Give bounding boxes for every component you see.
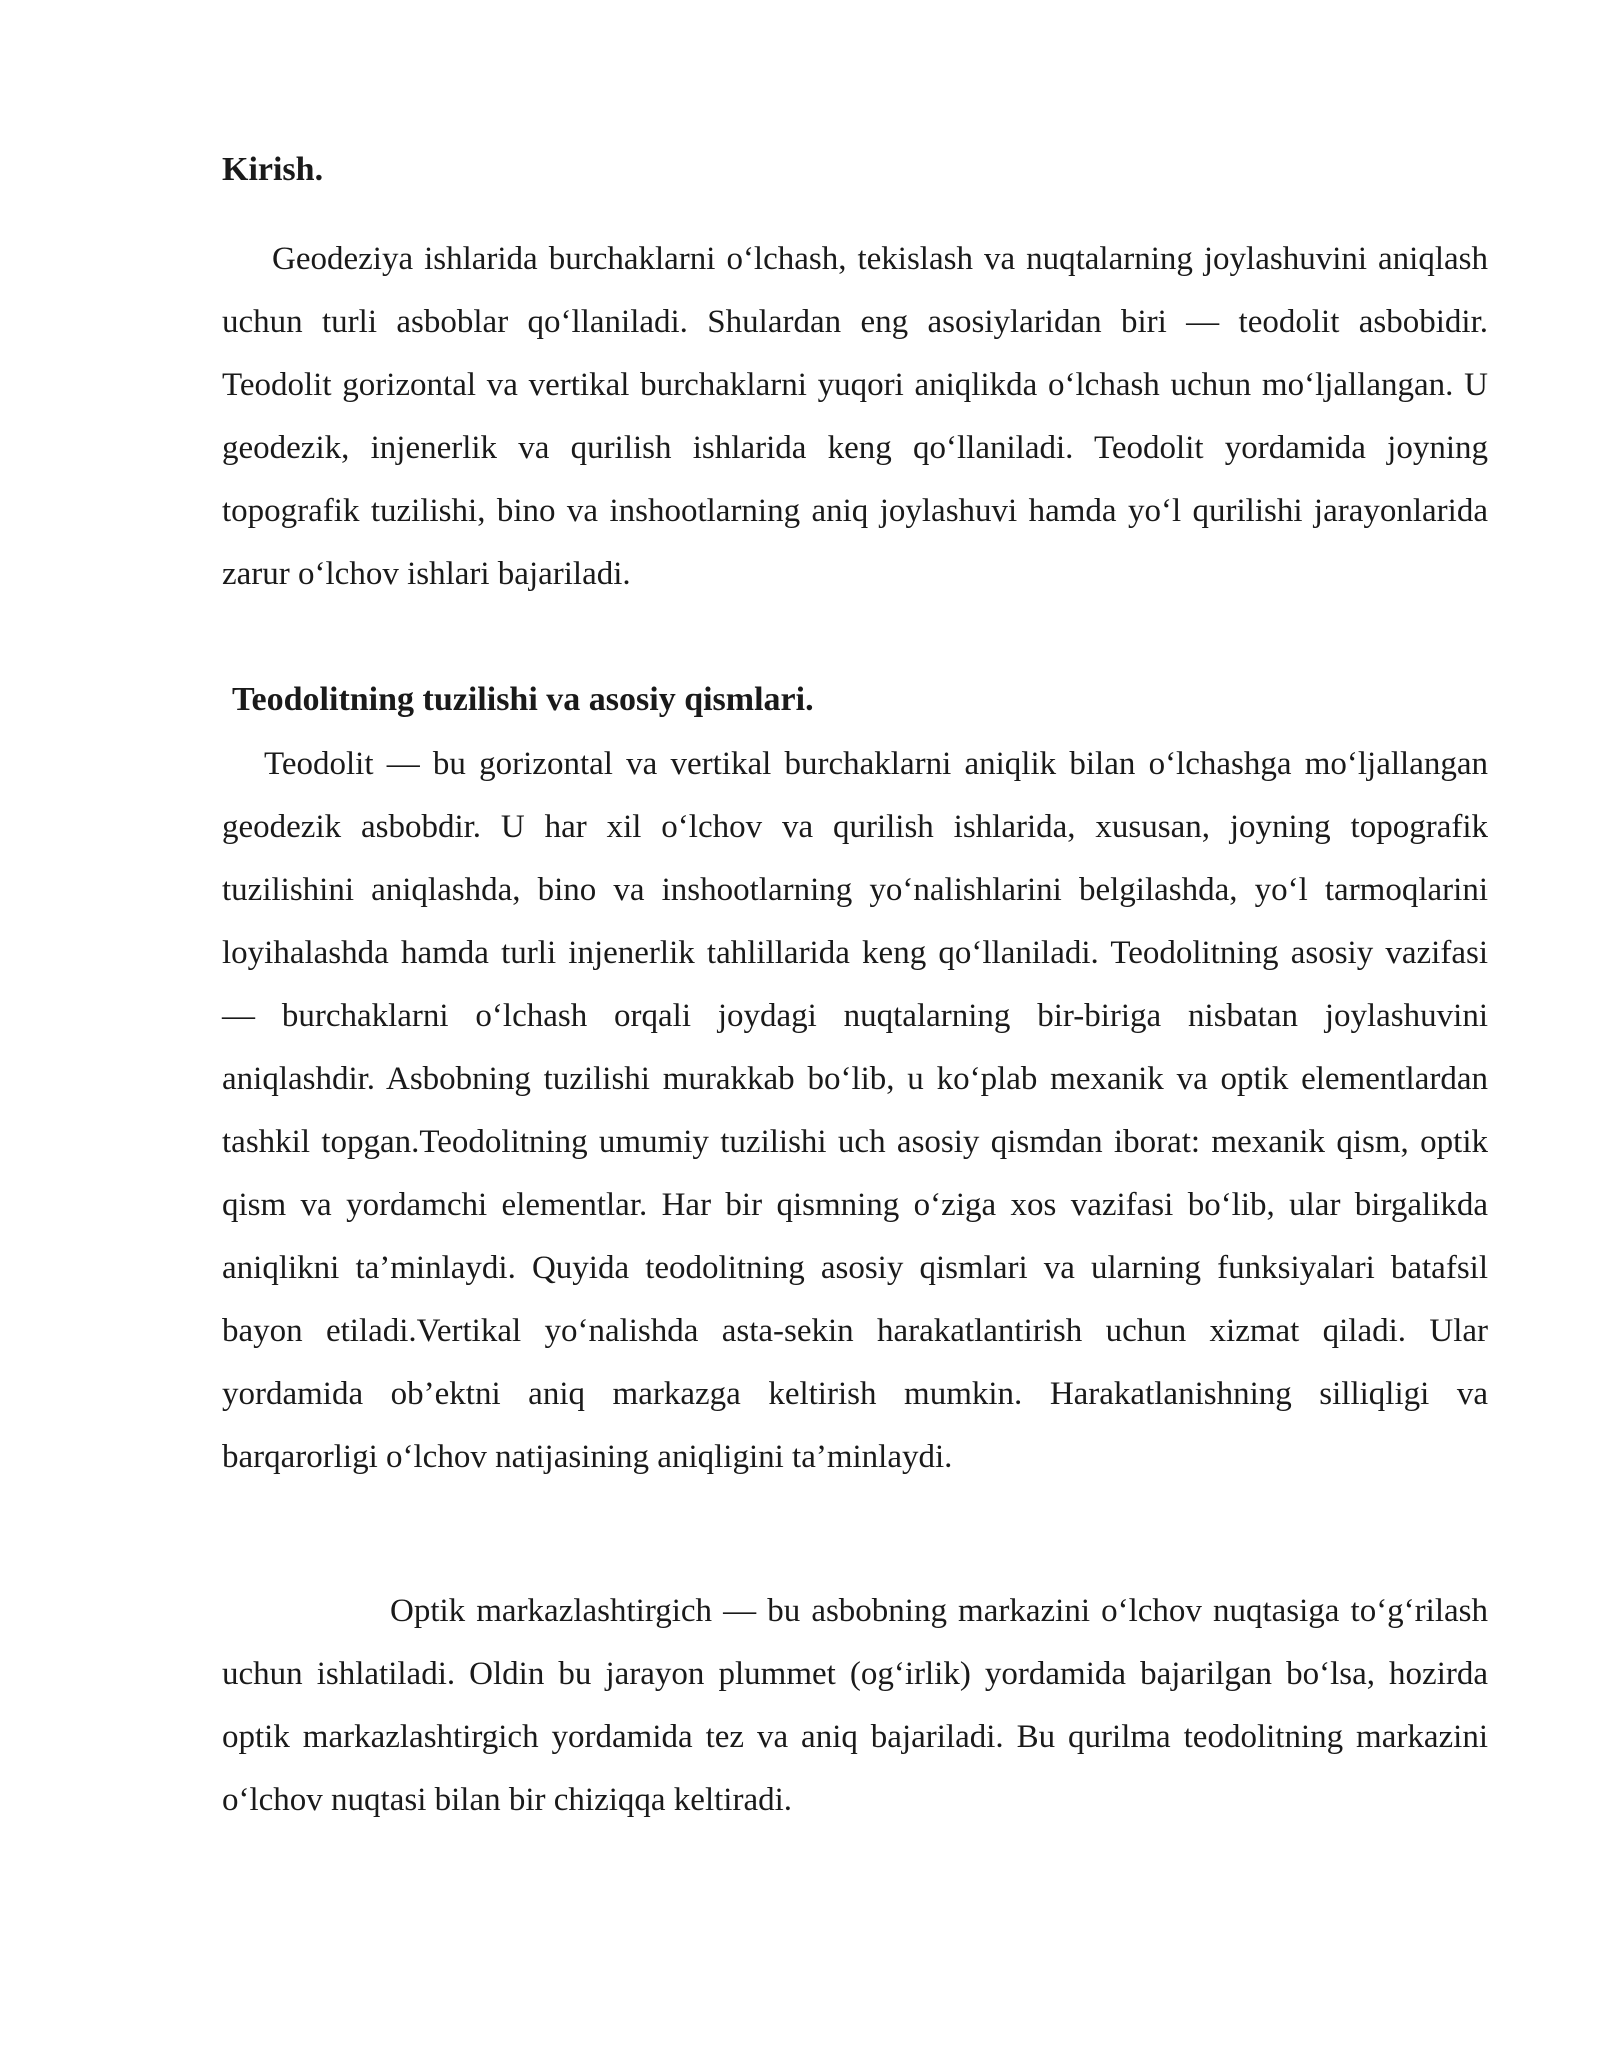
section-heading-structure: Teodolitning tuzilishi va asosiy qismlari. bbox=[232, 681, 814, 718]
intro-paragraph: Geodeziya ishlarida burchaklarni o‘lchash, tekislash va nuqtalarning joylashuvini aniqlash uchun turli asboblar qo‘llaniladi. Shulardan eng asosiylaridan biri — teodolit asbobidir. Teodolit gorizontal va vertikal burchaklarni yuqori aniqlikda o‘lchash uchun mo‘ljallangan. U geodezik, injenerlik va qurilish ishlarida keng qo‘llaniladi. Teodolit yordamida joyning topografik tuzilishi, bino va inshootlarning aniq joylashuvi hamda yo‘l qurilishi jarayonlarida zarur o‘lchov ishlari bajariladi. bbox=[222, 241, 1488, 592]
optical-centering-paragraph: Optik markazlashtirgich — bu asbobning markazini o‘lchov nuqtasiga to‘g‘rilash uchun ishlatiladi. Oldin bu jarayon plummet (og‘irlik) yordamida bajarilgan bo‘lsa, hozirda optik markazlashtirgich yordamida tez va aniq bajariladi. Bu qurilma teodolitning markazini o‘lchov nuqtasi bilan bir chiziqqa keltiradi. bbox=[222, 1593, 1488, 1818]
section-heading-kirish: Kirish. bbox=[222, 151, 324, 188]
structure-paragraph: Teodolit — bu gorizontal va vertikal burchaklarni aniqlik bilan o‘lchashga mo‘ljallangan geodezik asbobdir. U har xil o‘lchov va qurilish ishlarida, xususan, joyning topografik tuzilishini aniqlashda, bino va inshootlarning yo‘nalishlarini belgilashda, yo‘l tarmoqlarini loyihalashda hamda turli injenerlik tahlillarida keng qo‘llaniladi. Teodolitning asosiy vazifasi — burchaklarni o‘lchash orqali joydagi nuqtalarning bir-biriga nisbatan joylashuvini aniqlashdir. Asbobning tuzilishi murakkab bo‘lib, u ko‘plab mexanik va optik elementlardan tashkil topgan.Teodolitning umumiy tuzilishi uch asosiy qismdan iborat: mexanik qism, optik qism va yordamchi elementlar. Har bir qismning o‘ziga xos vazifasi bo‘lib, ular birgalikda aniqlikni ta’minlaydi. Quyida teodolitning asosiy qismlari va ularning funksiyalari batafsil bayon etiladi.Vertikal yo‘nalishda asta-sekin harakatlantirish uchun xizmat qiladi. Ular yordamida ob’ektni aniq markazga keltirish mumkin. Harakatlanishning silliqligi va barqarorligi o‘lchov natijasining aniqligini ta’minlaydi. bbox=[222, 746, 1488, 1475]
